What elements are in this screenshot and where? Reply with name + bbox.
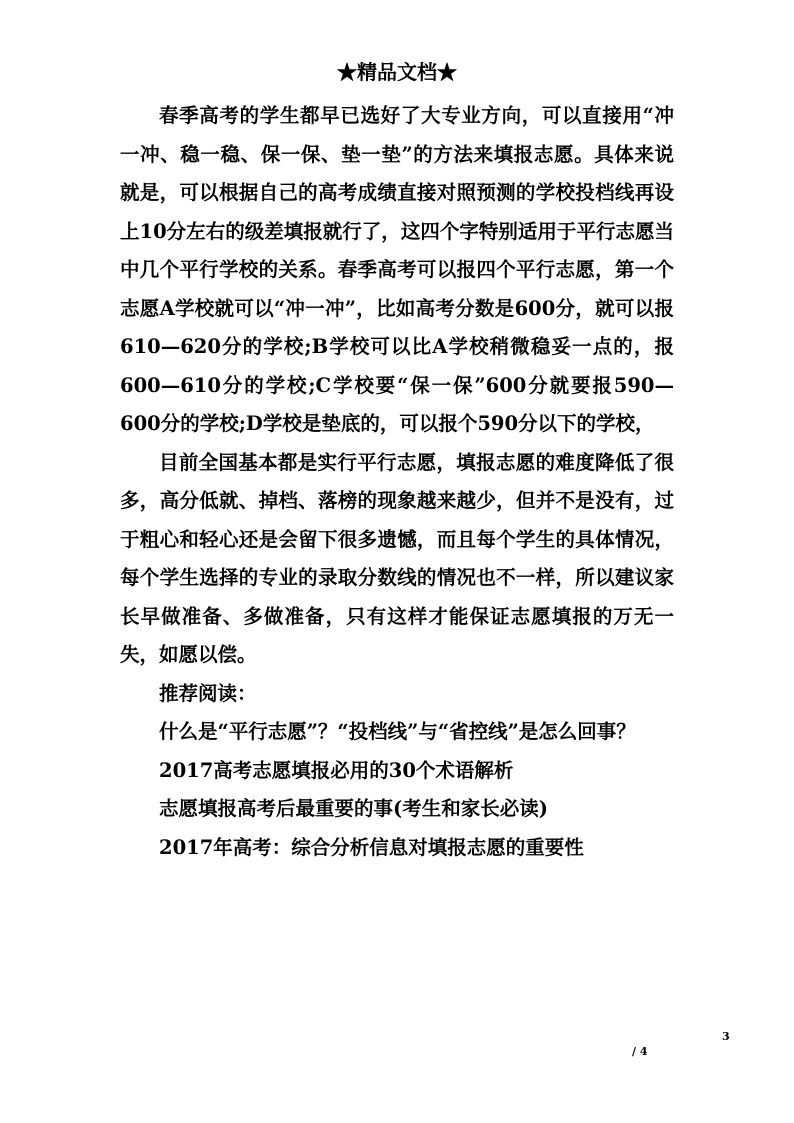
document-body xyxy=(120,97,674,867)
recommended-item-4: 2017年高考：综合分析信息对填报志愿的重要性 xyxy=(159,835,584,859)
recommended-item-3: 志愿填报高考后最重要的事(考生和家长必读) xyxy=(159,797,548,820)
recommended-item-1: 什么是“平行志愿”？“投档线”与“省控线”是怎么回事？ xyxy=(159,720,636,743)
page-number: 3 xyxy=(722,1030,730,1043)
page-total: / 4 xyxy=(632,1045,648,1058)
document-header xyxy=(0,58,794,86)
header-title: ★精品文档★ xyxy=(337,60,457,84)
body-paragraph-2: 目前全国基本都是实行平行志愿，填报志愿的难度降低了很多，高分低就、掉档、落榜的现象越来越少，但并不是没有，过于粗心和轻心还是会留下很多遗憾，而且每个学生的具体情况，每个学生选择的专业的录取分数线的情况也不一样，所以建议家长早做准备、多做准备，只有这样才能保证志愿填报的万无一失，如愿以偿。 xyxy=(120,450,674,666)
recommended-item-2: 2017高考志愿填报必用的30个术语解析 xyxy=(159,758,514,782)
body-paragraph-1: 春季高考的学生都早已选好了大专业方向，可以直接用“冲一冲、稳一稳、保一保、垫一垫”的方法来填报志愿。具体来说就是，可以根据自己的高考成绩直接对照预测的学校投档线再设上10分左右的级差填报就行了，这四个字特别适用于平行志愿当中几个平行学校的关系。春季高考可以报四个平行志愿，第一个志愿A学校就可以“冲一冲”，比如高考分数是600分，就可以报610—620分的学校;B学校可以比A学校稍微稳妥一点的，报600—610分的学校;C学校要“保一保”600分就要报590—600分的学校;D学校是垫底的，可以报个590分以下的学校， xyxy=(120,104,674,435)
recommended-reading-heading: 推荐阅读： xyxy=(159,681,257,705)
